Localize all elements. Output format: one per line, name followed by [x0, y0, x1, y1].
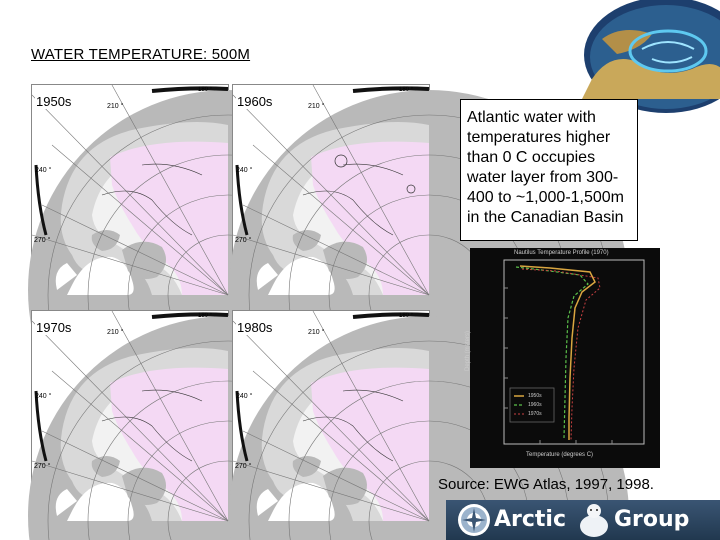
legend-entry: 1950s — [528, 393, 542, 399]
map-1960s — [232, 84, 430, 296]
temperature-profile-image — [465, 248, 660, 468]
tick-label: 240 ° — [35, 167, 52, 174]
description-box — [460, 99, 638, 241]
description-text: Atlantic water with temperatures higher than 0 C occupies water layer from 300-400 to ~1,000-1,500m in the Canadian Basin — [467, 109, 625, 226]
arctic-group-logo — [446, 500, 720, 540]
arctic-globe-image — [582, 9, 720, 99]
map-1980s — [232, 310, 430, 522]
logo-word-arctic: Arctic — [494, 507, 567, 532]
decade-label: 1970s — [36, 320, 72, 335]
profile-ylabel: Depth (meters) — [465, 330, 472, 372]
tick-label: 270 ° — [34, 463, 51, 470]
tick-label: 240 ° — [236, 167, 253, 174]
tick-label: 240 ° — [236, 393, 253, 400]
tick-label: 210 ° — [308, 329, 325, 336]
tick-label: 210 ° — [107, 329, 124, 336]
map-1950s — [31, 84, 229, 296]
tick-label: 270 ° — [235, 237, 252, 244]
tick-label: 240 ° — [35, 393, 52, 400]
slide-title: WATER TEMPERATURE: 500M — [31, 46, 251, 63]
decade-label: 1960s — [237, 94, 273, 109]
tick-label: 270 ° — [235, 463, 252, 470]
tick-label: 180 ° — [399, 87, 414, 93]
tick-label: 180 ° — [198, 87, 213, 93]
tick-label: 210 ° — [107, 103, 124, 110]
tick-label: 180 ° — [198, 313, 213, 319]
tick-label: 210 ° — [308, 103, 325, 110]
decade-label: 1980s — [237, 320, 273, 335]
decade-label: 1950s — [36, 94, 72, 109]
profile-title: Nautilus Temperature Profile (1970) — [514, 250, 609, 256]
map-1970s — [31, 310, 229, 522]
tick-label: 270 ° — [34, 237, 51, 244]
logo-word-group: Group — [614, 507, 690, 532]
tick-label: 180 ° — [399, 313, 414, 319]
source-caption: Source: EWG Atlas, 1997, 1998. — [438, 476, 654, 493]
legend-entry: 1970s — [528, 411, 542, 417]
legend-entry: 1960s — [528, 402, 542, 408]
profile-xlabel: Temperature (degrees C) — [526, 452, 594, 458]
